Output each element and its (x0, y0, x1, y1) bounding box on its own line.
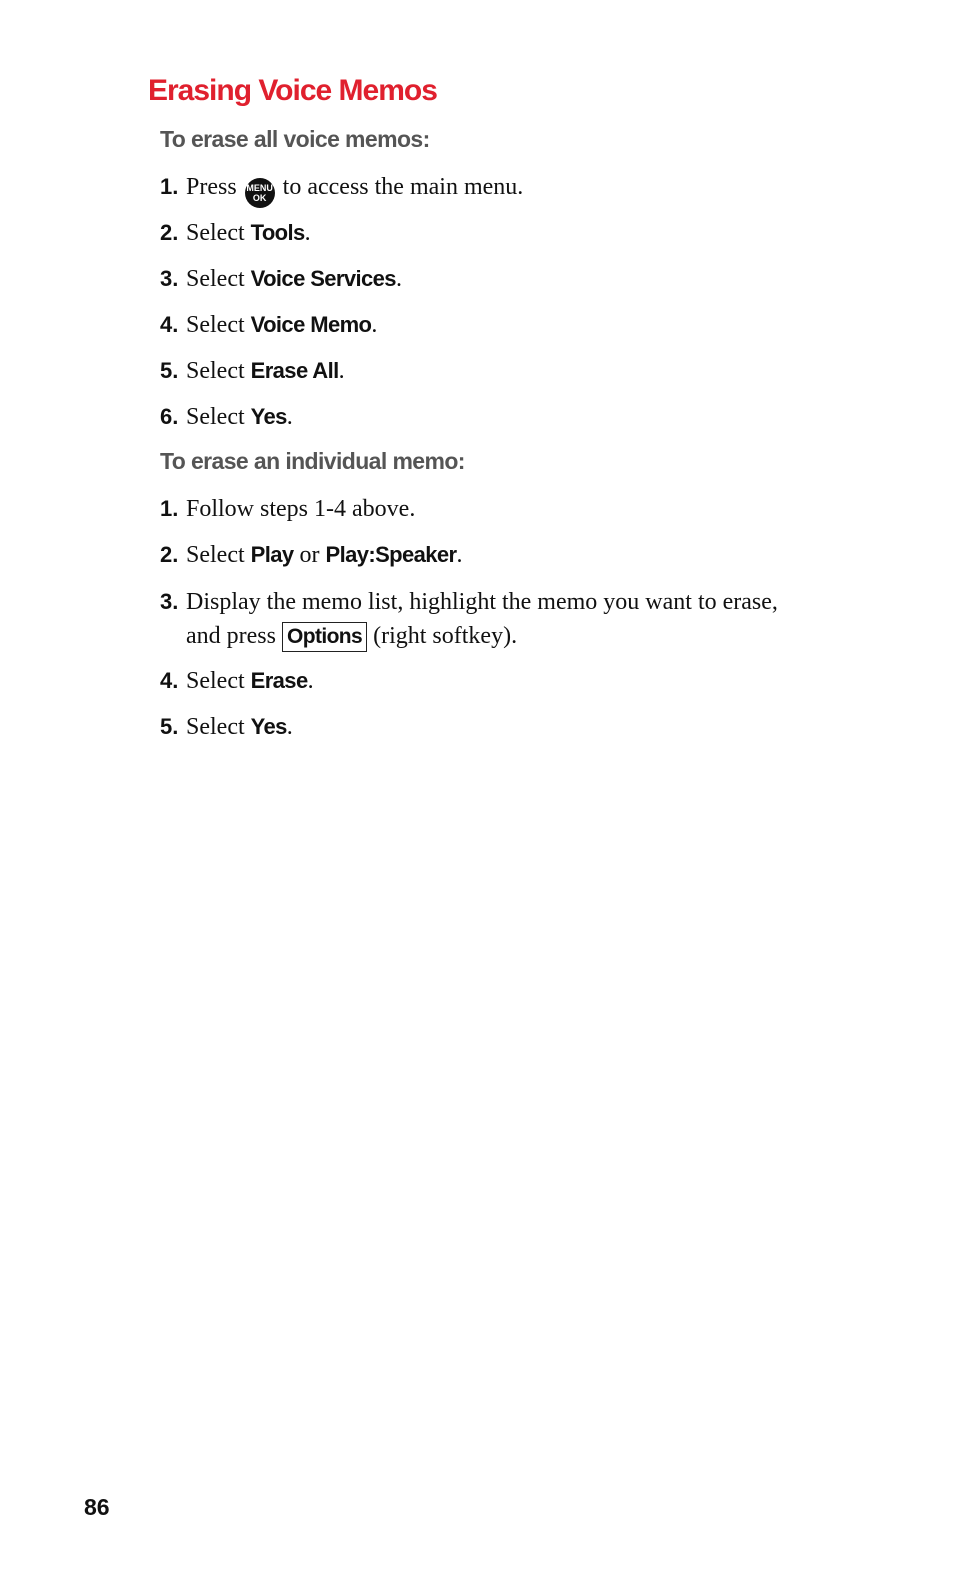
step-number: 4. (160, 668, 179, 693)
menu-option-tools: Tools (250, 220, 305, 245)
step-number: 2. (160, 220, 179, 245)
menu-ok-key-icon: MENU OK (245, 178, 275, 208)
section-heading-erase-all: To erase all voice memos: (160, 126, 430, 152)
menu-option-yes: Yes (250, 714, 287, 739)
menu-option-erase-all: Erase All (250, 358, 339, 383)
step-text: Select Erase. (186, 668, 314, 694)
menu-option-voice-services: Voice Services (250, 266, 396, 291)
step-text: Select Voice Memo. (186, 312, 378, 338)
step-text: Select Voice Services. (186, 266, 402, 292)
step-number: 4. (160, 312, 179, 337)
section-heading-erase-individual: To erase an individual memo: (160, 448, 465, 474)
step-number: 1. (160, 174, 179, 199)
step-text: Follow steps 1-4 above. (186, 496, 416, 522)
menu-option-voice-memo: Voice Memo (250, 312, 372, 337)
step-number: 5. (160, 714, 179, 739)
page-title: Erasing Voice Memos (148, 74, 437, 107)
menu-option-erase: Erase (250, 668, 308, 693)
step-number: 5. (160, 358, 179, 383)
step-text: Select Erase All. (186, 358, 345, 384)
step-text: Select Play or Play:Speaker. (186, 542, 463, 568)
step-number: 3. (160, 266, 179, 291)
menu-option-yes: Yes (250, 404, 287, 429)
step-text: Display the memo list, highlight the memo you want to erase, and press Options (right softkey). (186, 585, 866, 653)
step-number: 2. (160, 542, 179, 567)
step-text: Select Yes. (186, 714, 293, 740)
step-text: Select Tools. (186, 220, 311, 246)
menu-option-play: Play (250, 542, 294, 567)
step-number: 6. (160, 404, 179, 429)
page-number: 86 (84, 1494, 110, 1520)
step-number: 1. (160, 496, 179, 521)
step-text: Select Yes. (186, 404, 293, 430)
step-text: Press MENU OK to access the main menu. (186, 170, 866, 208)
step-number: 3. (160, 589, 179, 614)
menu-option-play-speaker: Play:Speaker (325, 542, 457, 567)
options-softkey-label: Options (282, 622, 367, 652)
